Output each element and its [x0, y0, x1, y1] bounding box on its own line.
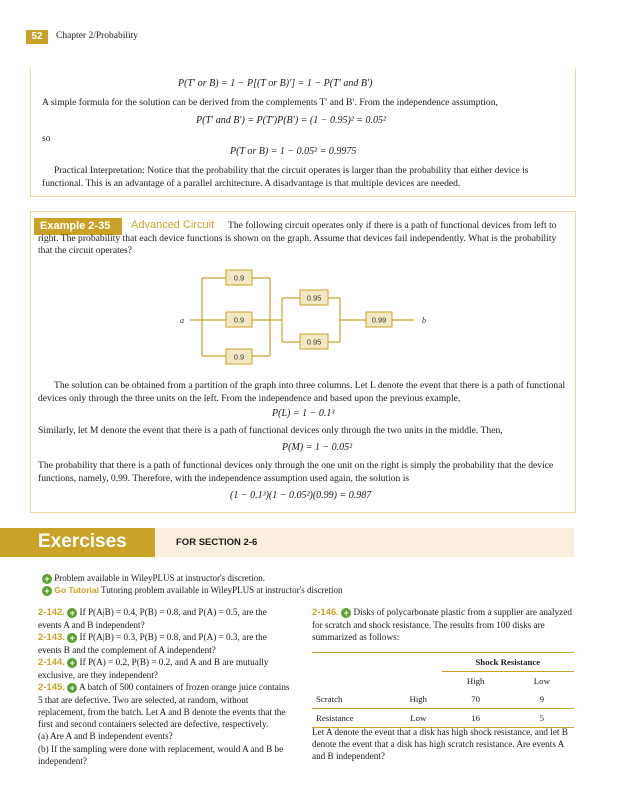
text-so: so: [42, 133, 51, 144]
plus-icon: +: [341, 608, 351, 618]
exercises-title: Exercises: [38, 531, 127, 552]
exercise-text: If the sampling were done with replacement, would A and B be independent?: [38, 744, 284, 766]
device-prob-col2-2: 0.95: [306, 337, 322, 347]
device-prob-col1-3: 0.9: [233, 352, 245, 362]
legend-wileyplus: [42, 572, 265, 585]
example-tag: Example 2-35: [34, 218, 122, 235]
part-label: (a): [38, 731, 49, 741]
exercise-2-146: [312, 606, 574, 643]
node-b: b: [422, 316, 426, 325]
row-level-high: High: [395, 690, 442, 709]
col-header-high: High: [466, 676, 485, 686]
page-number: 52: [26, 30, 48, 44]
exercise-text: If P(A|B) = 0.4, P(B) = 0.8, and P(A) = 0.5, are the events A and B independent?: [38, 607, 267, 630]
exercise-number: 2-142.: [38, 607, 65, 618]
example-title: Advanced Circuit: [131, 219, 215, 231]
exercise-2-145: [38, 681, 292, 730]
solution-part2: Similarly, let M denote the event that there is a path of functional devices only through the two units in the middle. Then,: [38, 425, 503, 436]
solution-part1: The solution can be obtained from a partition of the graph into three columns. Let L denote the event that there is a path of functional devices only through the three units on the left. From the independence and based upon the previous example,: [38, 380, 566, 404]
exercise-text: Disks of polycarbonate plastic from a supplier are analyzed for scratch and shock resistance. The results from 100 disks are summarized as follows:: [312, 607, 572, 642]
exercise-number: 2-145.: [38, 682, 65, 693]
row-level-low: Low: [395, 709, 442, 728]
exercise-text: If P(A|B) = 0.3, P(B) = 0.8, and P(A) = 0.3, are the events B and the complement of A independent?: [38, 632, 267, 655]
exercise-2-146-question: Let A denote the event that a disk has high shock resistance, and let B denote the event that a disk has high scratch resistance. Are events A and B independent?: [312, 727, 568, 761]
cell-high-low: 9: [510, 690, 574, 709]
legend-text: Tutoring problem available in WileyPLUS at instructor's discretion: [101, 585, 343, 595]
disk-resistance-table: [312, 652, 574, 728]
plus-icon: +: [67, 608, 77, 618]
device-prob-col1-1: 0.9: [233, 273, 245, 283]
exercise-number: 2-144.: [38, 657, 65, 668]
equation-result: P(T or B) = 1 − 0.05² = 0.9975: [230, 146, 357, 157]
equation-independence: P(T′ and B′) = P(T′)P(B′) = (1 − 0.95)² = 0.05²: [196, 115, 387, 126]
equation-complement: P(T′ or B) = 1 − P[(T or B)′] = 1 − P(T′ and B′): [178, 78, 373, 89]
go-tutorial-label: Go Tutorial: [54, 585, 99, 595]
row-label-resistance: Resistance: [312, 709, 395, 728]
example-intro: The following circuit operates only if there is a path of functional devices from left to right. The probability that each device functions is shown on the graph. Assume that devices fail independently. What is the probability that the circuit operates?: [38, 220, 557, 257]
cell-low-low: 5: [510, 709, 574, 728]
cell-low-high: 16: [442, 709, 510, 728]
circuit-diagram: [170, 256, 440, 368]
plus-icon: +: [42, 574, 52, 584]
equation-M: P(M) = 1 − 0.05²: [282, 442, 353, 453]
exercise-text: A batch of 500 containers of frozen orange juice contains 5 that are defective. Two are selected, at random, without replacement, from the batch. Let A and B denote the events that the first and second containers selected are defective, respectively.: [38, 682, 290, 729]
chapter-title: Chapter 2/Probability: [56, 31, 139, 41]
exercise-2-145-a: [38, 730, 292, 742]
plus-icon: +: [67, 683, 77, 693]
solution-part3: The probability that there is a path of functional devices only through the one unit on the right is simply the probability that the device functions, namely, 0.99. Therefore, with the independence assumption used again, the solution is: [38, 460, 554, 484]
device-prob-col2-1: 0.95: [306, 293, 322, 303]
legend-tutorial: [42, 584, 343, 597]
text-simple-formula: A simple formula for the solution can be derived from the complements T′ and B′. From the independence assumption,: [42, 97, 498, 108]
table-header: Shock Resistance: [442, 653, 574, 672]
legend-text: Problem available in WileyPLUS at instructor's discretion.: [54, 573, 266, 583]
exercise-number: 2-143.: [38, 632, 65, 643]
device-prob-col3: 0.99: [371, 315, 387, 325]
equation-L: P(L) = 1 − 0.1³: [272, 408, 335, 419]
exercise-2-144: [38, 656, 292, 681]
exercise-text: Are A and B independent events?: [50, 731, 173, 741]
text-practical-interpretation: Practical Interpretation: Notice that the probability that the circuit operates is larger than the probability that either device is functional. This is an advantage of a parallel architecture. A disadvantage is that multiple devices are needed.: [42, 165, 529, 189]
node-a: a: [180, 316, 184, 325]
exercise-number: 2-146.: [312, 607, 339, 618]
exercise-2-142: [38, 606, 292, 631]
row-label-scratch: Scratch: [312, 690, 395, 709]
exercise-2-143: [38, 631, 292, 656]
exercise-text: If P(A) = 0.2, P(B) = 0.2, and A and B are mutually exclusive, are they independent?: [38, 657, 269, 680]
exercise-2-145-b: [38, 743, 292, 767]
equation-final: (1 − 0.1³)(1 − 0.05²)(0.99) = 0.987: [230, 490, 372, 501]
exercises-section: FOR SECTION 2-6: [176, 537, 258, 548]
cell-high-high: 70: [442, 690, 510, 709]
plus-icon: +: [67, 658, 77, 668]
device-prob-col1-2: 0.9: [233, 315, 245, 325]
part-label: (b): [38, 744, 49, 754]
col-header-low: Low: [533, 676, 550, 686]
plus-icon: +: [67, 633, 77, 643]
plus-icon: +: [42, 586, 52, 596]
